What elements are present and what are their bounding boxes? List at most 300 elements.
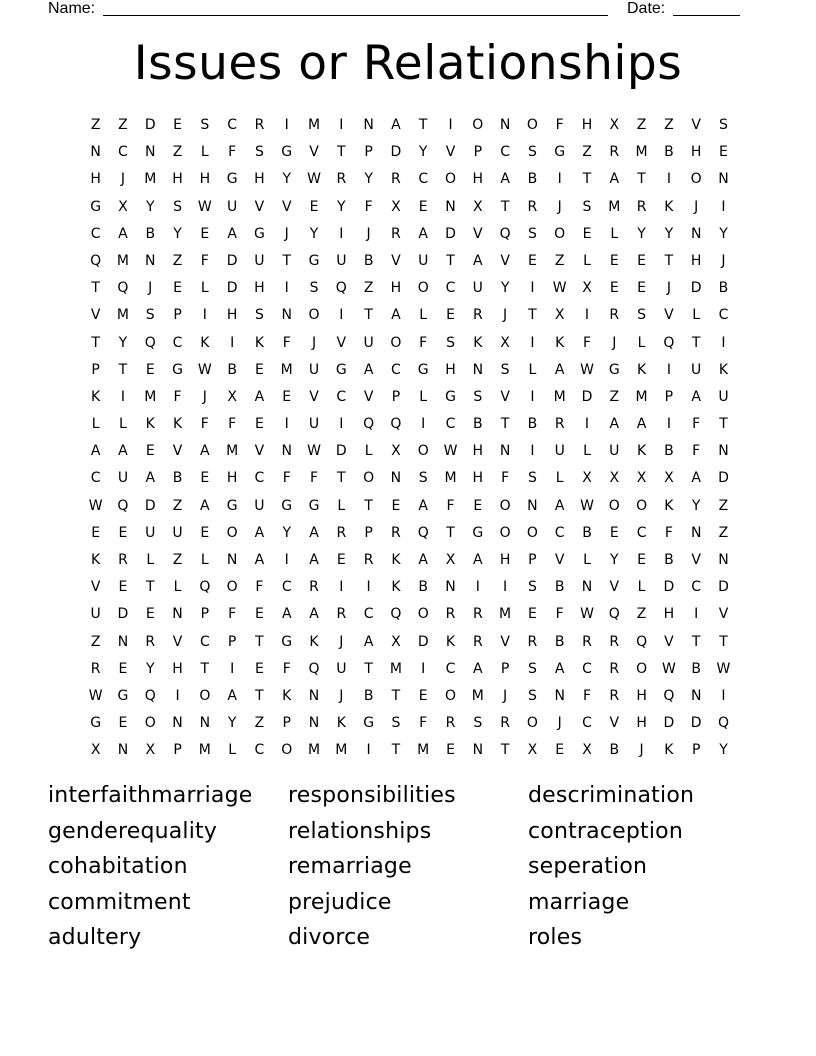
grid-cell: Y bbox=[719, 225, 728, 242]
grid-cell: A bbox=[200, 443, 210, 460]
grid-cell: H bbox=[472, 443, 484, 460]
grid-cell: K bbox=[664, 742, 674, 759]
grid-cell: J bbox=[503, 307, 508, 324]
grid-cell: B bbox=[609, 742, 620, 759]
grid-cell: L bbox=[146, 552, 155, 568]
grid-cell: A bbox=[554, 660, 565, 677]
grid-cell: T bbox=[582, 171, 592, 188]
grid-cell: H bbox=[226, 470, 238, 487]
grid-cell: U bbox=[363, 334, 374, 351]
grid-cell: W bbox=[580, 606, 594, 623]
grid-cell: L bbox=[364, 443, 373, 460]
word-list bbox=[48, 778, 768, 956]
grid-cell: G bbox=[226, 171, 238, 188]
grid-cell: V bbox=[473, 225, 483, 242]
grid-cell: R bbox=[118, 552, 128, 568]
grid-cell: E bbox=[637, 252, 647, 269]
grid-cell: K bbox=[282, 687, 292, 704]
grid-cell: M bbox=[307, 117, 321, 133]
grid-cell: D bbox=[718, 470, 729, 487]
grid-cell: X bbox=[391, 198, 401, 215]
grid-cell: W bbox=[88, 497, 103, 514]
grid-cell: E bbox=[527, 252, 537, 269]
grid-cell: V bbox=[609, 579, 620, 596]
grid-cell: M bbox=[116, 307, 129, 324]
grid-cell: T bbox=[418, 117, 428, 133]
grid-cell: L bbox=[200, 280, 209, 297]
grid-cell: I bbox=[584, 416, 590, 433]
grid-cell: T bbox=[364, 497, 373, 514]
grid-cell: G bbox=[445, 388, 456, 405]
grid-cell: G bbox=[226, 497, 238, 514]
grid-cell: C bbox=[582, 660, 592, 677]
word-list-item: prejudice bbox=[288, 889, 392, 915]
date-field-line[interactable] bbox=[673, 15, 740, 16]
grid-cell: I bbox=[339, 307, 344, 324]
grid-cell: E bbox=[582, 225, 592, 242]
grid-cell: N bbox=[226, 552, 238, 568]
grid-cell: B bbox=[527, 416, 538, 433]
grid-cell: M bbox=[389, 660, 402, 677]
grid-cell: C bbox=[254, 470, 265, 487]
grid-cell: O bbox=[472, 117, 484, 133]
grid-cell: Y bbox=[637, 225, 646, 242]
grid-cell: R bbox=[472, 307, 483, 324]
grid-cell: T bbox=[719, 633, 728, 650]
grid-cell: T bbox=[691, 633, 701, 650]
grid-cell: S bbox=[473, 715, 483, 732]
grid-cell: V bbox=[445, 144, 456, 161]
grid-cell: F bbox=[692, 443, 701, 460]
grid-cell: Y bbox=[282, 171, 291, 188]
grid-cell: N bbox=[690, 225, 702, 242]
grid-cell: A bbox=[309, 524, 319, 541]
grid-cell: K bbox=[91, 388, 101, 405]
grid-cell: L bbox=[173, 579, 182, 596]
grid-cell: K bbox=[309, 633, 319, 650]
grid-cell: M bbox=[280, 361, 293, 378]
grid-cell: L bbox=[692, 307, 701, 324]
grid-cell: G bbox=[308, 252, 320, 269]
grid-cell: E bbox=[91, 524, 101, 541]
grid-cell: E bbox=[200, 225, 210, 242]
grid-cell: E bbox=[473, 497, 483, 514]
grid-cell: V bbox=[691, 552, 701, 568]
grid-cell: N bbox=[90, 144, 101, 161]
grid-cell: V bbox=[90, 307, 101, 324]
grid-cell: F bbox=[419, 334, 428, 351]
grid-cell: K bbox=[555, 334, 565, 351]
grid-cell: O bbox=[199, 687, 211, 704]
grid-cell: K bbox=[391, 552, 401, 568]
word-list-item: commitment bbox=[48, 889, 191, 915]
grid-cell: F bbox=[664, 524, 673, 541]
grid-cell: T bbox=[446, 252, 455, 269]
grid-cell: V bbox=[254, 198, 265, 215]
grid-cell: J bbox=[721, 252, 726, 269]
grid-cell: Q bbox=[499, 225, 511, 242]
grid-cell: I bbox=[530, 388, 535, 405]
grid-cell: C bbox=[582, 715, 592, 732]
grid-cell: I bbox=[666, 171, 671, 188]
grid-cell: G bbox=[363, 715, 375, 732]
grid-cell: A bbox=[500, 171, 510, 188]
grid-cell: V bbox=[391, 252, 401, 269]
grid-cell: E bbox=[282, 388, 292, 405]
grid-cell: I bbox=[284, 280, 289, 297]
grid-cell: K bbox=[391, 579, 401, 596]
letter-grid bbox=[82, 112, 737, 765]
grid-cell: E bbox=[118, 715, 128, 732]
grid-cell: C bbox=[445, 416, 456, 433]
grid-cell: Y bbox=[145, 198, 155, 215]
grid-cell: I bbox=[366, 742, 371, 759]
grid-cell: O bbox=[417, 443, 429, 460]
grid-cell: R bbox=[391, 524, 401, 541]
grid-cell: V bbox=[500, 633, 510, 650]
grid-cell: I bbox=[339, 225, 344, 242]
grid-cell: E bbox=[609, 252, 619, 269]
grid-cell: Z bbox=[363, 280, 374, 297]
grid-cell: P bbox=[173, 742, 182, 759]
grid-cell: C bbox=[254, 742, 265, 759]
grid-cell: A bbox=[691, 470, 701, 487]
grid-cell: J bbox=[694, 198, 699, 215]
grid-cell: S bbox=[527, 225, 537, 242]
grid-cell: Q bbox=[636, 633, 648, 650]
grid-cell: S bbox=[418, 470, 428, 487]
word-list-item: relationships bbox=[288, 818, 432, 844]
grid-cell: W bbox=[197, 361, 212, 378]
grid-cell: G bbox=[172, 361, 183, 378]
grid-cell: F bbox=[582, 334, 592, 351]
grid-cell: T bbox=[500, 742, 510, 759]
grid-cell: L bbox=[583, 443, 591, 460]
grid-cell: R bbox=[472, 606, 483, 623]
grid-cell: W bbox=[661, 660, 676, 677]
grid-cell: L bbox=[637, 334, 646, 351]
grid-cell: D bbox=[144, 497, 156, 514]
grid-cell: I bbox=[175, 687, 180, 704]
grid-cell: D bbox=[335, 443, 347, 460]
grid-cell: V bbox=[500, 388, 510, 405]
grid-cell: H bbox=[390, 280, 402, 297]
grid-cell: Z bbox=[718, 497, 729, 514]
grid-cell: O bbox=[363, 470, 375, 487]
grid-cell: Q bbox=[717, 715, 729, 732]
grid-cell: T bbox=[364, 307, 373, 324]
grid-cell: N bbox=[690, 524, 702, 541]
grid-cell: E bbox=[719, 144, 728, 161]
grid-cell: M bbox=[144, 388, 157, 405]
grid-cell: R bbox=[527, 198, 538, 215]
grid-cell: J bbox=[120, 171, 126, 188]
word-list-item: remarriage bbox=[288, 854, 412, 880]
grid-cell: A bbox=[473, 552, 483, 568]
grid-cell: E bbox=[418, 687, 428, 704]
grid-cell: N bbox=[445, 198, 456, 215]
grid-cell: T bbox=[118, 361, 128, 378]
grid-cell: E bbox=[145, 443, 155, 460]
grid-cell: B bbox=[664, 443, 674, 460]
grid-cell: L bbox=[419, 307, 428, 324]
grid-cell: K bbox=[91, 552, 101, 568]
grid-cell: R bbox=[609, 687, 620, 704]
grid-cell: P bbox=[364, 524, 373, 541]
grid-cell: L bbox=[583, 552, 591, 568]
grid-cell: C bbox=[363, 606, 374, 623]
grid-cell: L bbox=[228, 742, 237, 759]
grid-cell: M bbox=[635, 388, 648, 405]
grid-cell: J bbox=[202, 388, 207, 405]
grid-cell: Q bbox=[90, 252, 102, 269]
grid-cell: R bbox=[90, 660, 101, 677]
grid-cell: A bbox=[391, 117, 401, 133]
grid-cell: H bbox=[690, 252, 702, 269]
grid-cell: A bbox=[309, 552, 319, 568]
grid-cell: A bbox=[363, 633, 374, 650]
grid-cell: I bbox=[120, 388, 126, 405]
grid-cell: O bbox=[526, 715, 538, 732]
grid-cell: X bbox=[527, 742, 538, 759]
grid-cell: N bbox=[117, 633, 129, 650]
grid-cell: D bbox=[663, 715, 675, 732]
grid-cell: J bbox=[339, 687, 344, 704]
grid-cell: L bbox=[419, 388, 428, 405]
grid-cell: S bbox=[391, 715, 401, 732]
grid-cell: Q bbox=[199, 579, 211, 596]
grid-cell: B bbox=[554, 633, 565, 650]
grid-cell: O bbox=[308, 307, 320, 324]
grid-cell: U bbox=[117, 470, 129, 487]
grid-cell: U bbox=[472, 280, 483, 297]
grid-cell: B bbox=[473, 416, 483, 433]
grid-cell: S bbox=[254, 144, 264, 161]
grid-cell: Y bbox=[227, 715, 237, 732]
grid-cell: Y bbox=[610, 552, 619, 568]
grid-cell: Z bbox=[90, 117, 101, 133]
grid-cell: S bbox=[527, 470, 537, 487]
grid-cell: X bbox=[118, 198, 128, 215]
grid-cell: T bbox=[719, 416, 728, 433]
grid-cell: W bbox=[580, 497, 594, 514]
grid-cell: R bbox=[445, 606, 456, 623]
grid-cell: R bbox=[391, 225, 401, 242]
grid-cell: Z bbox=[172, 144, 183, 161]
grid-cell: N bbox=[363, 117, 374, 133]
grid-cell: L bbox=[555, 470, 564, 487]
grid-cell: I bbox=[448, 117, 453, 133]
grid-cell: Z bbox=[172, 497, 183, 514]
grid-cell: S bbox=[254, 307, 264, 324]
grid-cell: Q bbox=[117, 280, 129, 297]
grid-cell: J bbox=[639, 742, 644, 759]
grid-cell: V bbox=[664, 633, 674, 650]
grid-cell: X bbox=[500, 334, 510, 351]
grid-cell: U bbox=[418, 252, 429, 269]
grid-cell: G bbox=[335, 361, 347, 378]
grid-cell: Q bbox=[608, 606, 620, 623]
grid-cell: T bbox=[637, 171, 646, 188]
grid-cell: H bbox=[172, 171, 183, 188]
grid-cell: S bbox=[200, 117, 210, 133]
grid-cell: I bbox=[202, 307, 207, 324]
grid-cell: A bbox=[473, 252, 483, 269]
grid-cell: F bbox=[173, 388, 182, 405]
grid-cell: A bbox=[473, 660, 483, 677]
grid-cell: S bbox=[145, 307, 155, 324]
grid-cell: M bbox=[471, 687, 484, 704]
grid-cell: D bbox=[417, 633, 429, 650]
grid-cell: V bbox=[336, 334, 347, 351]
grid-cell: N bbox=[117, 742, 129, 759]
grid-cell: A bbox=[691, 388, 701, 405]
grid-cell: J bbox=[339, 633, 344, 650]
grid-cell: G bbox=[472, 524, 484, 541]
grid-cell: H bbox=[199, 171, 211, 188]
grid-cell: E bbox=[118, 524, 128, 541]
grid-cell: H bbox=[581, 117, 593, 133]
grid-cell: N bbox=[199, 715, 211, 732]
grid-cell: R bbox=[609, 307, 620, 324]
grid-cell: N bbox=[581, 579, 593, 596]
grid-cell: K bbox=[473, 334, 483, 351]
grid-cell: A bbox=[418, 552, 428, 568]
name-label: Name: bbox=[48, 0, 96, 17]
grid-cell: I bbox=[284, 416, 289, 433]
grid-cell: C bbox=[445, 660, 456, 677]
grid-cell: E bbox=[255, 606, 264, 623]
grid-cell: W bbox=[307, 171, 321, 188]
name-field-line[interactable] bbox=[103, 15, 608, 16]
grid-cell: F bbox=[582, 687, 592, 704]
grid-cell: I bbox=[530, 334, 535, 351]
grid-cell: C bbox=[418, 171, 429, 188]
grid-cell: O bbox=[444, 171, 457, 188]
grid-cell: O bbox=[499, 524, 511, 541]
grid-cell: R bbox=[609, 633, 620, 650]
grid-cell: Q bbox=[117, 497, 129, 514]
grid-cell: H bbox=[663, 606, 675, 623]
grid-cell: V bbox=[254, 443, 265, 460]
grid-cell: X bbox=[582, 742, 592, 759]
grid-cell: C bbox=[172, 334, 183, 351]
grid-cell: S bbox=[719, 117, 728, 133]
grid-cell: X bbox=[473, 198, 483, 215]
grid-cell: I bbox=[666, 416, 671, 433]
grid-cell: Q bbox=[144, 687, 156, 704]
grid-cell: V bbox=[664, 307, 674, 324]
grid-cell: E bbox=[145, 361, 155, 378]
grid-cell: Z bbox=[636, 117, 647, 133]
grid-cell: A bbox=[418, 225, 428, 242]
grid-cell: F bbox=[555, 606, 564, 623]
grid-cell: C bbox=[199, 633, 210, 650]
grid-cell: E bbox=[609, 524, 619, 541]
grid-cell: U bbox=[308, 416, 320, 433]
grid-cell: O bbox=[608, 497, 620, 514]
grid-cell: C bbox=[691, 579, 702, 596]
grid-cell: D bbox=[117, 606, 129, 623]
grid-cell: B bbox=[664, 144, 674, 161]
word-list-item: marriage bbox=[528, 889, 630, 915]
grid-cell: E bbox=[418, 198, 428, 215]
grid-cell: B bbox=[172, 470, 183, 487]
grid-cell: I bbox=[721, 334, 726, 351]
grid-cell: J bbox=[612, 334, 617, 351]
grid-cell: P bbox=[664, 388, 674, 405]
grid-cell: O bbox=[281, 742, 293, 759]
grid-cell: K bbox=[664, 497, 674, 514]
grid-cell: U bbox=[90, 606, 101, 623]
grid-cell: I bbox=[339, 416, 344, 433]
grid-cell: I bbox=[503, 579, 508, 596]
grid-cell: Z bbox=[582, 144, 592, 161]
grid-cell: G bbox=[308, 497, 320, 514]
grid-cell: U bbox=[336, 660, 347, 677]
grid-cell: K bbox=[254, 334, 265, 351]
grid-cell: P bbox=[227, 633, 237, 650]
grid-cell: F bbox=[501, 470, 510, 487]
grid-cell: R bbox=[500, 715, 510, 732]
grid-cell: Y bbox=[173, 225, 182, 242]
grid-cell: A bbox=[609, 171, 620, 188]
grid-cell: E bbox=[336, 552, 346, 568]
grid-cell: W bbox=[88, 687, 103, 704]
grid-cell: T bbox=[91, 280, 100, 297]
grid-cell: Y bbox=[309, 225, 319, 242]
grid-cell: T bbox=[337, 470, 346, 487]
grid-cell: F bbox=[228, 606, 237, 623]
grid-cell: L bbox=[583, 252, 591, 269]
grid-cell: V bbox=[90, 579, 101, 596]
grid-cell: J bbox=[284, 225, 289, 242]
word-list-item: descrimination bbox=[528, 783, 695, 808]
grid-cell: T bbox=[91, 334, 100, 351]
grid-cell: H bbox=[636, 687, 647, 704]
grid-cell: I bbox=[421, 660, 426, 677]
grid-cell: T bbox=[528, 307, 537, 324]
grid-cell: T bbox=[500, 416, 510, 433]
page-title: Issues or Relationships bbox=[133, 36, 683, 91]
grid-cell: E bbox=[255, 416, 264, 433]
grid-cell: X bbox=[582, 280, 592, 297]
grid-cell: O bbox=[226, 579, 238, 596]
grid-cell: T bbox=[282, 252, 291, 269]
grid-cell: E bbox=[446, 742, 455, 759]
grid-cell: H bbox=[254, 171, 265, 188]
grid-cell: U bbox=[172, 524, 183, 541]
date-label: Date: bbox=[627, 0, 666, 17]
grid-cell: J bbox=[366, 225, 371, 242]
grid-cell: W bbox=[443, 443, 458, 460]
grid-cell: C bbox=[118, 144, 128, 161]
grid-cell: T bbox=[364, 660, 373, 677]
grid-cell: N bbox=[554, 687, 565, 704]
grid-cell: R bbox=[609, 660, 620, 677]
grid-cell: D bbox=[690, 280, 702, 297]
grid-cell: X bbox=[609, 470, 620, 487]
grid-cell: R bbox=[254, 117, 265, 133]
grid-cell: G bbox=[608, 361, 620, 378]
grid-cell: N bbox=[472, 361, 484, 378]
word-list-item: roles bbox=[528, 925, 583, 951]
grid-cell: Z bbox=[554, 252, 565, 269]
grid-cell: R bbox=[145, 633, 156, 650]
grid-cell: C bbox=[391, 361, 401, 378]
word-list-item: contraception bbox=[528, 818, 683, 844]
grid-cell: E bbox=[200, 470, 210, 487]
